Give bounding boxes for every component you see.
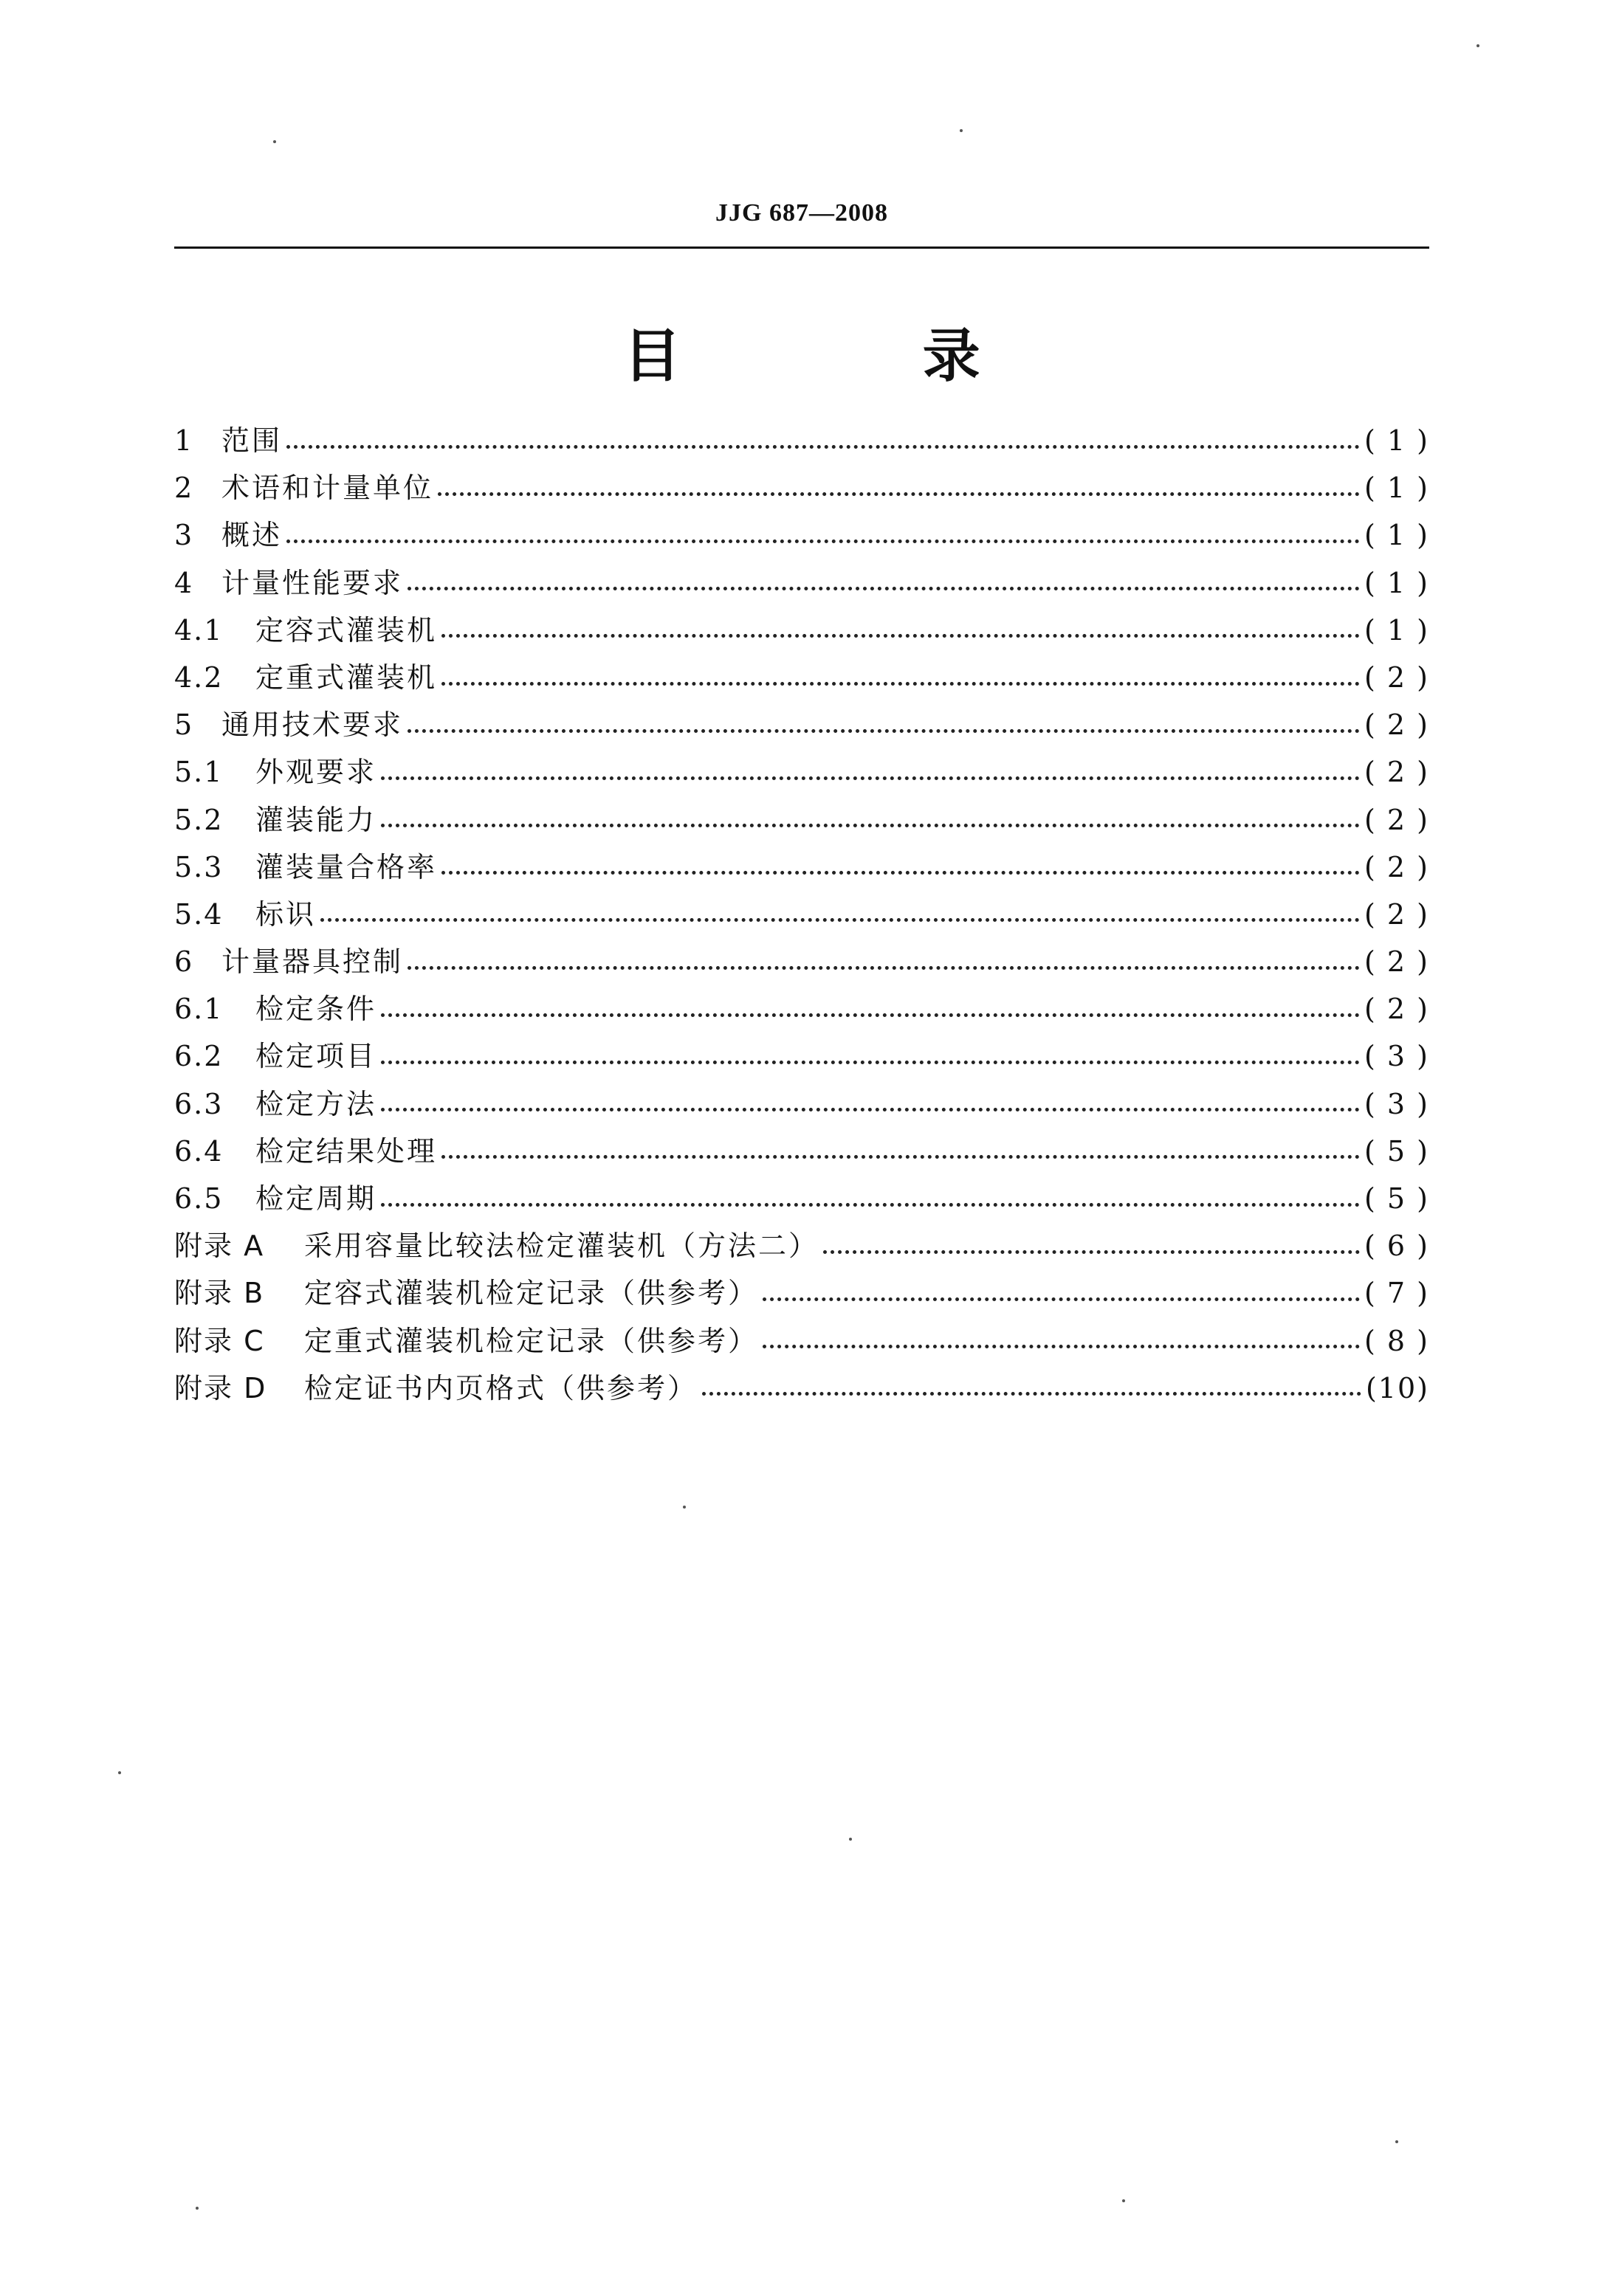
toc-entry-page: ( 2 ): [1364, 993, 1429, 1026]
toc-entry-number: 附录 B: [174, 1277, 265, 1310]
toc-entry: [174, 607, 1429, 654]
toc-dot-leader: [381, 1108, 1360, 1111]
scan-speck: [118, 1771, 121, 1774]
toc-entry-number: 6.2: [174, 1040, 224, 1073]
toc-entry-label: 检定周期: [255, 1182, 377, 1215]
toc-entry: [174, 796, 1429, 844]
page-title: 目 录: [623, 323, 1091, 390]
toc-entry-page: ( 2 ): [1364, 803, 1429, 836]
toc-entry: [174, 1365, 1429, 1412]
toc-dot-leader: [408, 729, 1360, 733]
toc-entry-number: 6.3: [174, 1087, 224, 1120]
toc-dot-leader: [381, 1061, 1360, 1064]
toc-entry-number: 附录 C: [174, 1324, 265, 1357]
toc-entry-number: 5: [174, 709, 194, 742]
toc-entry-number: 附录 A: [174, 1230, 265, 1263]
toc-entry-number: 附录 D: [174, 1371, 267, 1404]
toc-dot-leader: [286, 445, 1360, 449]
toc-entry-page: ( 2 ): [1364, 897, 1429, 931]
toc-dot-leader: [381, 824, 1360, 827]
toc-dot-leader: [408, 966, 1360, 970]
toc-entry-label: 检定条件: [255, 993, 377, 1026]
toc-entry-page: ( 3 ): [1364, 1040, 1429, 1073]
toc-entry-number: 1: [174, 424, 194, 457]
toc-entry: [174, 654, 1429, 701]
toc-dot-leader: [381, 776, 1360, 780]
scan-speck: [196, 2207, 199, 2210]
toc-entry-number: 4.2: [174, 661, 224, 694]
toc-dot-leader: [702, 1392, 1361, 1396]
toc-entry: [174, 844, 1429, 891]
toc-entry-number: 6.4: [174, 1134, 224, 1168]
toc-entry-label: 检定证书内页格式（供参考）: [304, 1371, 698, 1404]
toc-entry: [174, 417, 1429, 464]
toc-entry-number: 5.1: [174, 756, 224, 789]
toc-entry: [174, 464, 1429, 511]
toc-entry-number: 4: [174, 566, 194, 599]
toc-dot-leader: [286, 539, 1360, 543]
toc-entry-page: ( 5 ): [1364, 1134, 1429, 1168]
toc-dot-leader: [381, 1013, 1360, 1017]
toc-entry: [174, 511, 1429, 559]
table-of-contents: [174, 417, 1429, 1412]
toc-entry: [174, 1317, 1429, 1365]
toc-entry-label: 检定结果处理: [255, 1134, 438, 1168]
toc-dot-leader: [320, 918, 1360, 922]
toc-entry-page: ( 5 ): [1364, 1182, 1429, 1215]
toc-entry-page: ( 2 ): [1364, 661, 1429, 694]
document-code-header: JJG 687—2008: [715, 199, 888, 227]
toc-entry-label: 定重式灌装机检定记录（供参考）: [304, 1324, 759, 1357]
toc-entry: [174, 1222, 1429, 1269]
toc-dot-leader: [441, 1155, 1360, 1159]
toc-entry-page: ( 1 ): [1364, 519, 1429, 552]
toc-entry: [174, 1128, 1429, 1175]
toc-entry-page: (10): [1365, 1371, 1429, 1404]
toc-entry: [174, 938, 1429, 985]
toc-entry-number: 5.4: [174, 897, 224, 931]
toc-entry-label: 标识: [255, 897, 317, 931]
toc-entry: [174, 891, 1429, 938]
scan-speck: [960, 129, 963, 132]
toc-entry-page: ( 8 ): [1364, 1324, 1429, 1357]
toc-entry-page: ( 2 ): [1364, 756, 1429, 789]
toc-entry-label: 检定方法: [255, 1087, 377, 1120]
toc-dot-leader: [438, 492, 1360, 496]
toc-entry-number: 4.1: [174, 613, 224, 647]
toc-dot-leader: [441, 871, 1360, 875]
toc-entry-number: 6.1: [174, 993, 224, 1026]
toc-entry-number: 6: [174, 945, 194, 979]
toc-entry-page: ( 2 ): [1364, 945, 1429, 979]
toc-entry-page: ( 2 ): [1364, 709, 1429, 742]
scan-speck: [683, 1506, 686, 1509]
toc-entry-label: 定重式灌装机: [255, 661, 438, 694]
toc-entry-label: 外观要求: [255, 756, 377, 789]
toc-entry: [174, 1269, 1429, 1317]
toc-entry-page: ( 6 ): [1364, 1230, 1429, 1263]
toc-entry-label: 灌装量合格率: [255, 850, 438, 883]
toc-dot-leader: [823, 1250, 1360, 1254]
toc-dot-leader: [381, 1203, 1360, 1207]
toc-dot-leader: [763, 1345, 1360, 1348]
toc-entry-number: 3: [174, 519, 194, 552]
toc-entry: [174, 1032, 1429, 1080]
toc-entry-label: 计量器具控制: [221, 945, 404, 979]
toc-dot-leader: [763, 1297, 1360, 1301]
scan-speck: [849, 1838, 852, 1841]
toc-entry-label: 范围: [221, 424, 283, 457]
toc-entry-label: 采用容量比较法检定灌装机（方法二）: [304, 1230, 819, 1263]
toc-entry-label: 术语和计量单位: [221, 472, 434, 505]
scan-speck: [1476, 44, 1479, 47]
toc-entry: [174, 559, 1429, 607]
scan-speck: [1395, 2140, 1398, 2143]
scan-speck: [273, 140, 276, 143]
toc-entry: [174, 1175, 1429, 1222]
toc-entry: [174, 1080, 1429, 1128]
toc-dot-leader: [441, 682, 1360, 686]
toc-entry-page: ( 1 ): [1364, 566, 1429, 599]
toc-entry-label: 概述: [221, 519, 283, 552]
toc-dot-leader: [441, 634, 1360, 638]
toc-entry-page: ( 1 ): [1364, 424, 1429, 457]
toc-entry-label: 通用技术要求: [221, 709, 404, 742]
toc-entry-page: ( 2 ): [1364, 850, 1429, 883]
toc-entry-page: ( 3 ): [1364, 1087, 1429, 1120]
toc-entry-page: ( 1 ): [1364, 613, 1429, 647]
toc-entry-number: 2: [174, 472, 194, 505]
toc-entry-label: 定容式灌装机检定记录（供参考）: [304, 1277, 759, 1310]
scan-speck: [1122, 2199, 1125, 2202]
toc-entry-label: 灌装能力: [255, 803, 377, 836]
toc-entry-label: 定容式灌装机: [255, 613, 438, 647]
toc-entry: [174, 701, 1429, 748]
header-rule: [174, 247, 1429, 249]
toc-entry-page: ( 1 ): [1364, 472, 1429, 505]
toc-entry-label: 检定项目: [255, 1040, 377, 1073]
toc-entry-page: ( 7 ): [1364, 1277, 1429, 1310]
toc-entry-number: 6.5: [174, 1182, 224, 1215]
toc-entry-number: 5.2: [174, 803, 224, 836]
toc-entry: [174, 985, 1429, 1032]
toc-entry-number: 5.3: [174, 850, 224, 883]
toc-entry-label: 计量性能要求: [221, 566, 404, 599]
toc-dot-leader: [408, 587, 1360, 590]
toc-entry: [174, 748, 1429, 796]
